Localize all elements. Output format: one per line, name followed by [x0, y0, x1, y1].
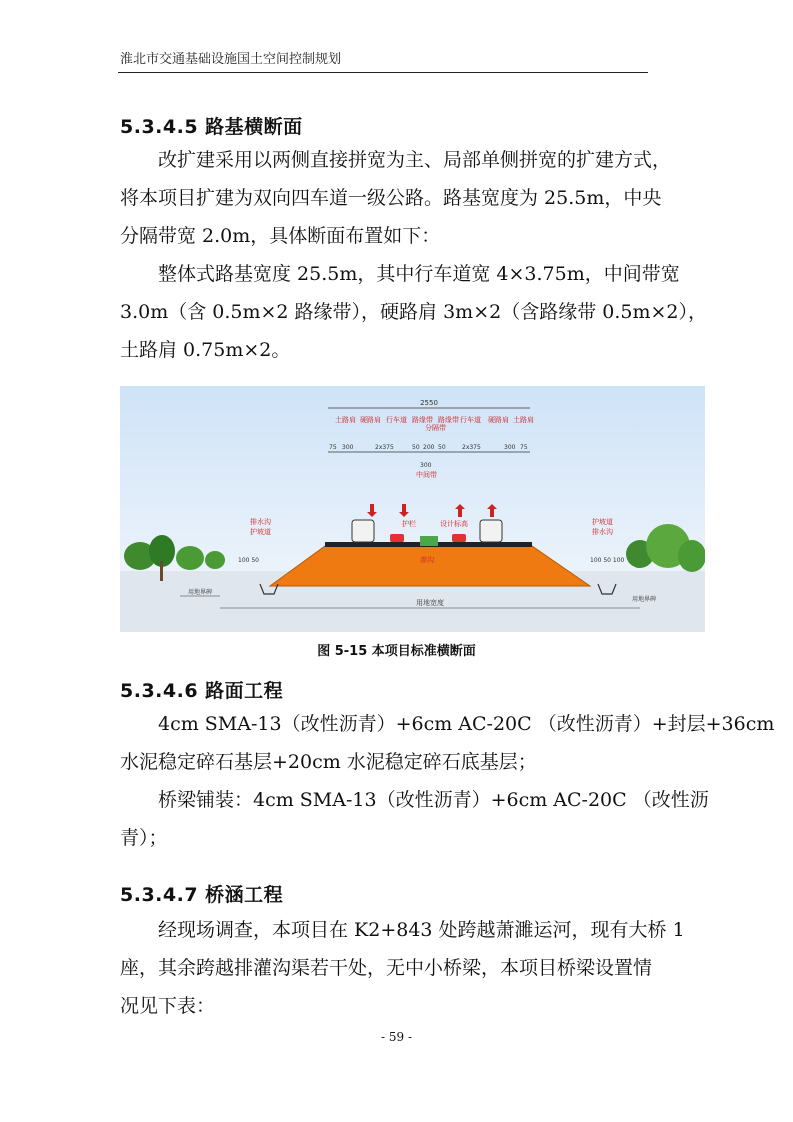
middle-band-dim: 300 [420, 462, 432, 469]
car-left-icon [390, 534, 404, 542]
text-line: 况见下表： [120, 995, 216, 1017]
left-boundary-label: 用地界碑 [188, 589, 213, 596]
bus-right-icon [480, 520, 502, 542]
cross-section-figure [120, 386, 705, 632]
right-side-label-1: 护坡道 [592, 518, 613, 526]
dim-4: 50 [412, 444, 420, 451]
label-right-1: 行车道 [460, 416, 481, 424]
text-line: 土路肩 0.75m×2。 [120, 339, 291, 361]
section-heading-5347: 5.3.4.7 桥涵工程 [120, 884, 284, 906]
dim-7: 2x375 [462, 444, 481, 451]
label-right-3: 土路肩 [513, 416, 534, 424]
paragraph-5345-2 [120, 255, 707, 369]
left-side-dims: 100 50 [238, 557, 259, 564]
land-width-label: 用地宽度 [416, 599, 444, 607]
text-line: 4cm SMA-13（改性沥青）+6cm AC-20C （改性沥青）+封层+36cm [158, 713, 775, 735]
label-center-3: 路缘带 [438, 416, 459, 424]
dim-9: 75 [520, 444, 528, 451]
paragraph-5346-1 [120, 705, 775, 781]
text-line: 水泥稳定碎石基层+20cm 水泥稳定碎石底基层； [120, 751, 537, 773]
text-line: 桥梁铺装：4cm SMA-13（改性沥青）+6cm AC-20C （改性沥 [158, 789, 709, 811]
text-line: 整体式路基宽度 25.5m，其中行车道宽 4×3.75m，中间带宽 [158, 263, 680, 285]
dim-8: 300 [504, 444, 516, 451]
dim-2: 300 [342, 444, 354, 451]
section-heading-5345: 5.3.4.5 路基横断面 [120, 116, 303, 138]
paragraph-5345-1 [120, 141, 680, 255]
drain-label: 渗沟 [420, 556, 434, 564]
label-left-3: 行车道 [386, 416, 407, 424]
label-left-2: 硬路肩 [360, 416, 381, 424]
bus-left-icon [352, 520, 374, 542]
section-heading-5346: 5.3.4.6 路面工程 [120, 680, 284, 702]
right-side-dims: 100 50 100 [590, 557, 625, 564]
figure-caption: 图 5-15 本项目标准横断面 [317, 644, 476, 659]
dim-6: 50 [438, 444, 446, 451]
median-shrubs [420, 536, 438, 546]
header-rule [118, 72, 648, 73]
dim-3: 2x375 [375, 444, 394, 451]
page-number: - 59 - [380, 1030, 412, 1044]
left-side-label-1: 排水沟 [250, 518, 271, 526]
label-right-2: 硬路肩 [488, 416, 509, 424]
dim-5: 200 [423, 444, 435, 451]
total-width-label: 2550 [420, 399, 438, 407]
car-right-icon [452, 534, 466, 542]
right-side-label-2: 排水沟 [592, 528, 613, 536]
dim-1: 75 [329, 444, 337, 451]
text-line: 经现场调查，本项目在 K2+843 处跨越萧濉运河，现有大桥 1 [158, 919, 685, 941]
text-line: 分隔带宽 2.0m，具体断面布置如下： [120, 225, 441, 247]
label-center-1: 路缘带 [412, 416, 433, 424]
text-line: 改扩建采用以两侧直接拼宽为主、局部单侧拼宽的扩建方式， [158, 149, 672, 171]
design-elevation-label: 设计标高 [440, 520, 468, 528]
text-line: 3.0m（含 0.5m×2 路缘带），硬路肩 3m×2（含路缘带 0.5m×2）， [120, 301, 707, 323]
label-left-1: 土路肩 [335, 416, 356, 424]
text-line: 将本项目扩建为双向四车道一级公路。路基宽度为 25.5m，中央 [120, 187, 662, 209]
left-side-label-2: 护坡道 [250, 528, 271, 536]
right-boundary-label: 用地界碑 [632, 596, 657, 603]
guardrail-label: 护栏 [402, 520, 416, 528]
text-line: 青）； [120, 827, 168, 849]
paragraph-5347-1 [120, 911, 685, 1025]
header-title: 淮北市交通基础设施国土空间控制规划 [120, 52, 342, 67]
label-center-2: 分隔带 [425, 424, 446, 432]
paragraph-5346-2 [120, 781, 709, 857]
cross-section-drawing [120, 386, 705, 632]
text-line: 座，其余跨越排灌沟渠若干处，无中小桥梁，本项目桥梁设置情 [120, 957, 653, 979]
middle-band-label: 中间带 [416, 471, 437, 479]
